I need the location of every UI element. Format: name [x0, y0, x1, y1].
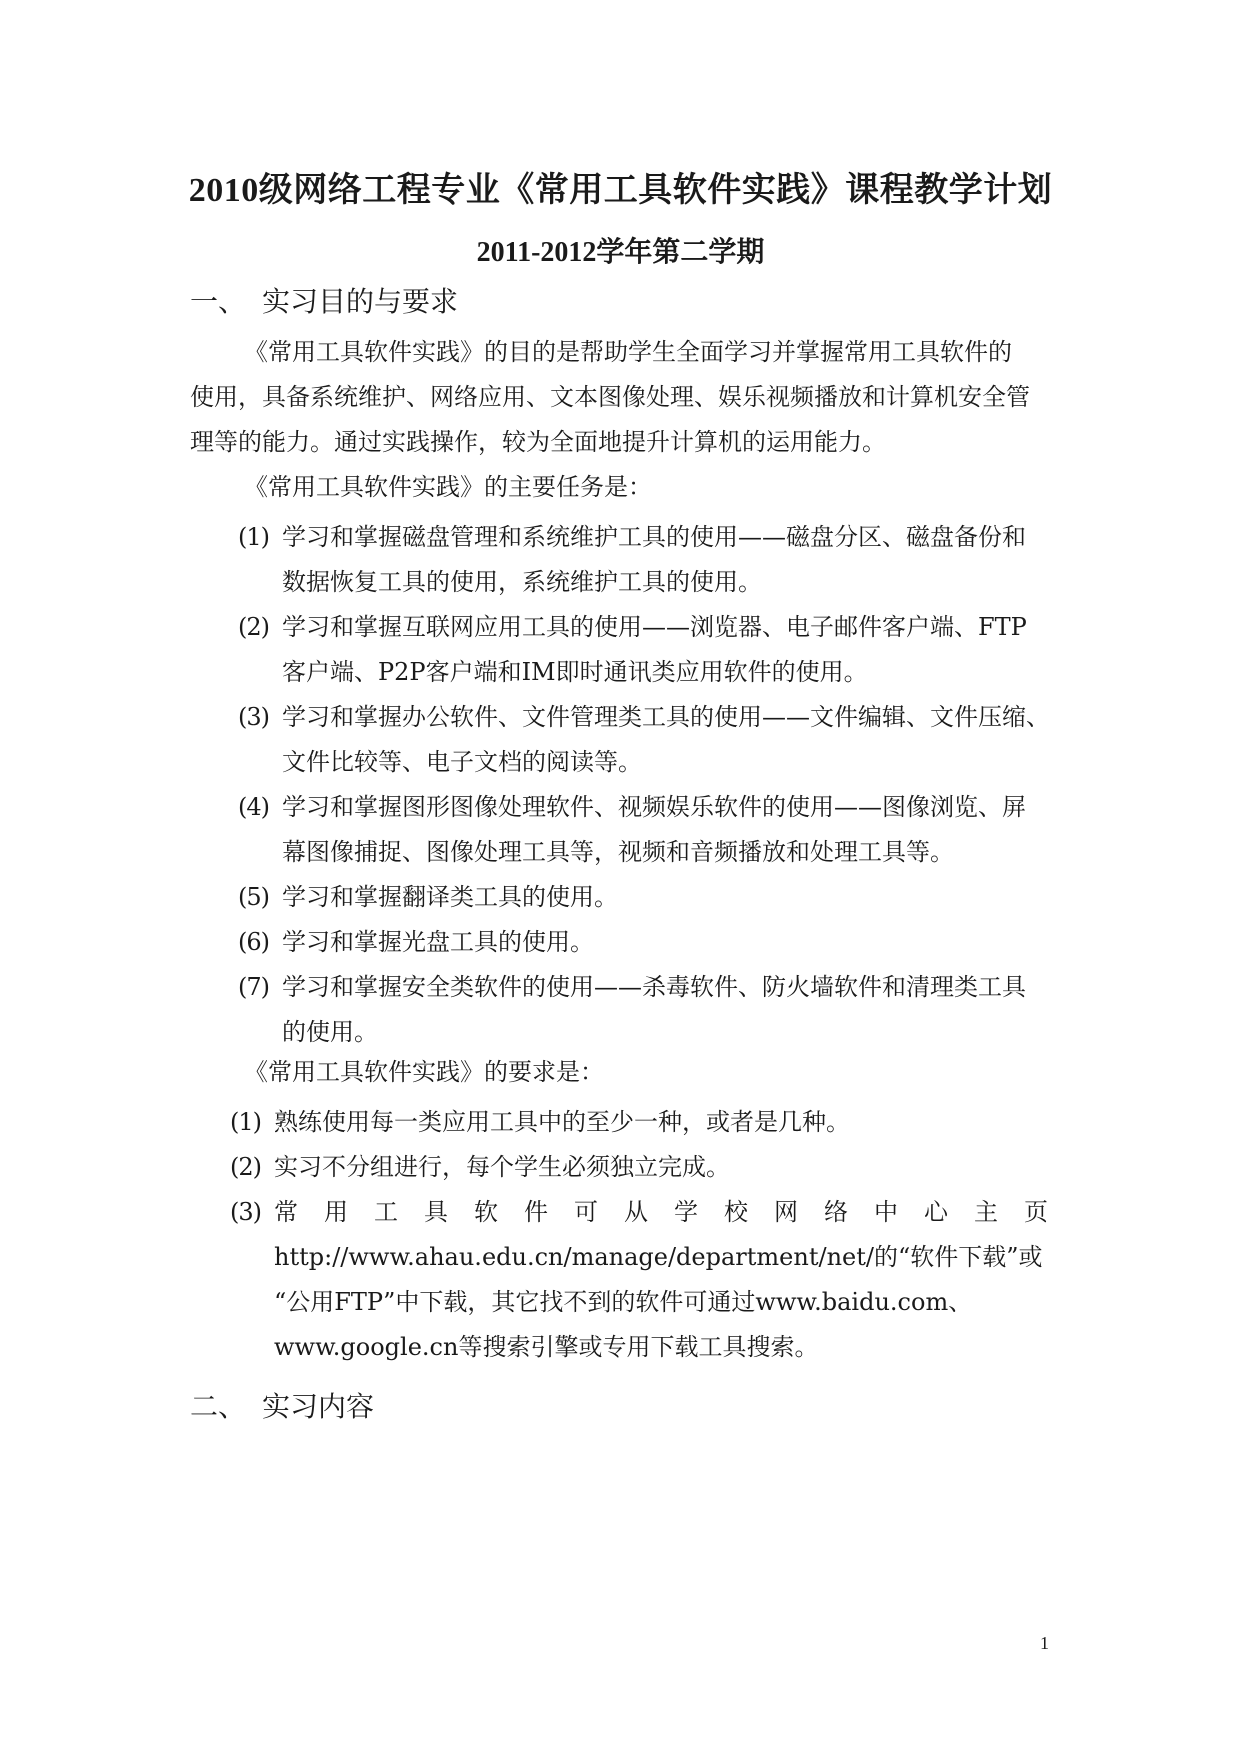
requirement-text-continued: www.google.cn等搜索引擎或专用下载工具搜索。 — [274, 1333, 819, 1361]
task-marker: (6) — [238, 928, 269, 956]
task-text: 学习和掌握磁盘管理和系统维护工具的使用——磁盘分区、磁盘备份和 — [282, 523, 1026, 551]
task-marker: (2) — [238, 613, 269, 641]
section-heading-1 — [190, 280, 458, 320]
task-marker: (7) — [238, 973, 269, 1001]
task-item — [238, 607, 1027, 642]
task-marker: (1) — [238, 523, 269, 551]
task-item — [238, 787, 1026, 822]
task-text-continued: 数据恢复工具的使用，系统维护工具的使用。 — [282, 568, 762, 596]
requirement-item — [230, 1147, 730, 1182]
intro-line: 使用，具备系统维护、网络应用、文本图像处理、娱乐视频播放和计算机安全管 — [190, 383, 1030, 411]
section-label: 实习目的与要求 — [262, 285, 459, 318]
requirements-heading: 《常用工具软件实践》的要求是： — [244, 1058, 604, 1086]
requirement-item — [230, 1192, 1074, 1227]
task-text: 学习和掌握安全类软件的使用——杀毒软件、防火墙软件和清理类工具 — [282, 973, 1026, 1001]
task-text-continued: 的使用。 — [282, 1018, 378, 1046]
requirement-marker: (3) — [230, 1198, 261, 1226]
section-number: 一、 — [190, 285, 247, 318]
requirement-text: 常用工具软件可从学校网络中心主页 — [274, 1198, 1074, 1226]
task-text-continued: 文件比较等、电子文档的阅读等。 — [282, 748, 642, 776]
intro-line: 《常用工具软件实践》的目的是帮助学生全面学习并掌握常用工具软件的 — [244, 338, 1012, 366]
task-text-continued: 幕图像捕捉、图像处理工具等，视频和音频播放和处理工具等。 — [282, 838, 954, 866]
task-item — [238, 967, 1026, 1002]
task-marker: (4) — [238, 793, 269, 821]
document-title: 2010级网络工程专业《常用工具软件实践》课程教学计划 — [188, 172, 1053, 209]
task-item — [238, 697, 1050, 732]
requirement-text-continued: http://www.ahau.edu.cn/manage/department/net/的“软件下载”或 — [274, 1243, 1043, 1271]
section-label: 实习内容 — [262, 1390, 375, 1423]
task-item — [238, 877, 618, 912]
task-text: 学习和掌握办公软件、文件管理类工具的使用——文件编辑、文件压缩、 — [282, 703, 1050, 731]
task-text: 学习和掌握图形图像处理软件、视频娱乐软件的使用——图像浏览、屏 — [282, 793, 1026, 821]
requirement-text-continued: “公用FTP”中下载，其它找不到的软件可通过www.baidu.com、 — [274, 1288, 973, 1316]
task-text: 学习和掌握互联网应用工具的使用——浏览器、电子邮件客户端、FTP — [282, 613, 1027, 641]
section-number: 二、 — [190, 1390, 247, 1423]
document-subtitle: 2011-2012学年第二学期 — [476, 237, 765, 268]
requirement-item — [230, 1102, 850, 1137]
section-heading-2 — [190, 1385, 374, 1425]
requirement-marker: (1) — [230, 1108, 261, 1136]
task-item — [238, 922, 594, 957]
task-text-continued: 客户端、P2P客户端和IM即时通讯类应用软件的使用。 — [282, 658, 868, 686]
intro-line: 理等的能力。通过实践操作，较为全面地提升计算机的运用能力。 — [190, 428, 886, 456]
page-number: 1 — [1040, 1633, 1049, 1653]
tasks-heading: 《常用工具软件实践》的主要任务是： — [244, 473, 652, 501]
requirement-text: 熟练使用每一类应用工具中的至少一种，或者是几种。 — [274, 1108, 850, 1136]
requirement-text: 实习不分组进行，每个学生必须独立完成。 — [274, 1153, 730, 1181]
requirement-marker: (2) — [230, 1153, 261, 1181]
task-text: 学习和掌握光盘工具的使用。 — [282, 928, 594, 956]
task-marker: (5) — [238, 883, 269, 911]
task-marker: (3) — [238, 703, 269, 731]
task-text: 学习和掌握翻译类工具的使用。 — [282, 883, 618, 911]
task-item — [238, 517, 1026, 552]
